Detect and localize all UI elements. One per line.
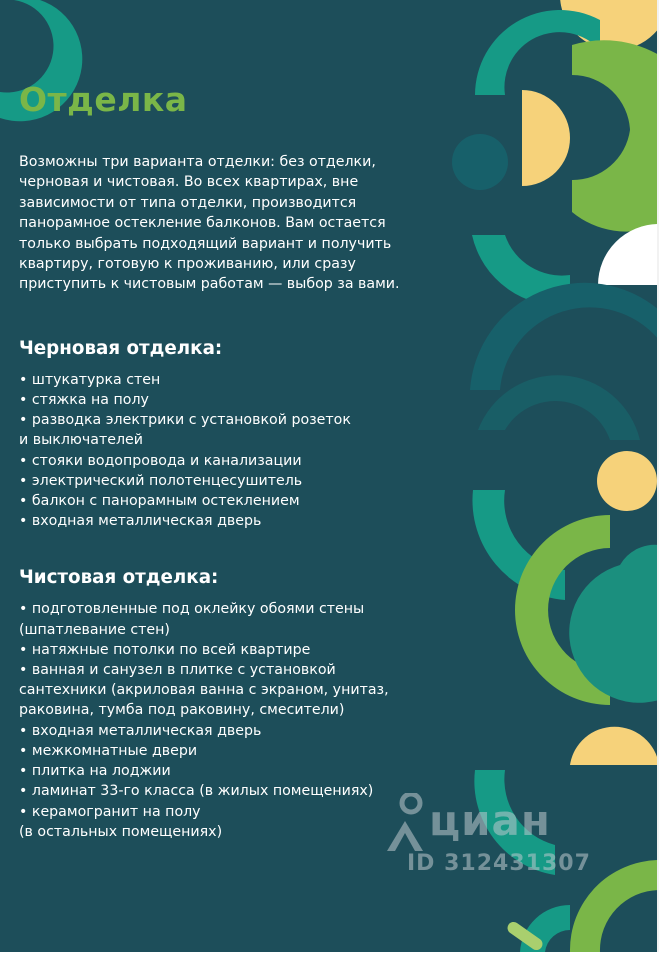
rough-finish-heading: Черновая отделка: [19,337,223,359]
list-item: • штукатурка стен [19,371,161,388]
deco-yellow-circle-mid [597,451,657,511]
list-item: и выключателей [19,432,143,449]
text-column [19,78,439,842]
list-item: • разводка электрики с установкой розеток [19,412,351,429]
list-item: • стояки водопровода и канализации [19,452,302,469]
list-item: сантехники (акриловая ванна с экраном, унитаз, [19,682,389,699]
list-item: раковина, тумба под раковину, смесители) [19,702,345,719]
deco-dark-circle [452,134,508,190]
deco-yellow-half-disc [522,90,570,186]
list-item: • ламинат 33-го класса (в жилых помещениях) [19,783,374,800]
list-item: • плитка на лоджии [19,763,171,780]
list-item: • электрический полотенцесушитель [19,472,303,489]
list-item: • подготовленные под оклейку обоями стены [19,601,365,618]
intro-paragraph: Возможны три варианта отделки: без отделки, черновая и чистовая. Во всех квартирах, вне зависимости от типа отделки, производится панорамное остекление балконов. Вам остается только выбрать подходящий вариант и получить квартиру, готовую к проживанию, или сразу приступить к чистовым работам — выбор за вами. [19,154,400,293]
fine-finish-heading: Чистовая отделка: [19,567,219,589]
watermark-id: ID 312431307 [407,851,591,876]
list-item: (шпатлевание стен) [19,621,170,638]
list-item: • межкомнатные двери [19,742,198,759]
rough-finish-list [19,370,439,532]
list-item: • входная металлическая дверь [19,513,262,530]
deco-yellow-half-bottom [570,727,659,765]
list-item: • стяжка на полу [19,392,149,409]
fine-finish-list [19,599,439,841]
deco-green-arc-right [572,40,659,231]
deco-dark-ring-low [478,375,640,440]
watermark-brand: циан [429,796,551,845]
page-title: Отделка [19,80,188,119]
location-pin-icon [385,793,425,853]
list-item: • балкон с панорамным остеклением [19,493,300,510]
list-item: • керамогранит на полу [19,803,201,820]
list-item: (в остальных помещениях) [19,823,223,840]
list-item: • ванная и санузел в плитке с установкой [19,662,336,679]
list-item: • входная металлическая дверь [19,722,262,739]
list-item: • натяжные потолки по всей квартире [19,641,311,658]
deco-dark-ring-mid [470,283,659,390]
deco-white-half-disc [598,224,659,285]
